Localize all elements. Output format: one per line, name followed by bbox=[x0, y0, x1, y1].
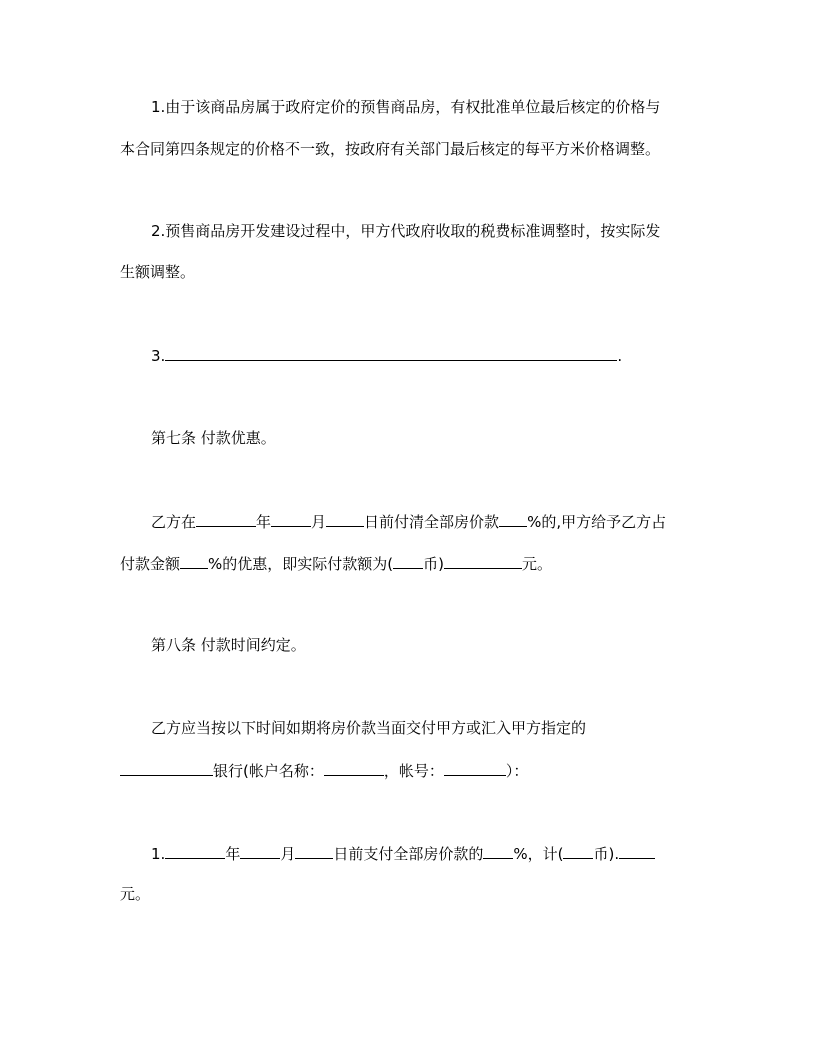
text-segment: ，帐号： bbox=[383, 762, 444, 780]
text-segment: %的,甲方给予乙方占 bbox=[527, 513, 667, 531]
clause-3-blank[interactable] bbox=[165, 345, 617, 361]
bank-name-blank[interactable] bbox=[120, 760, 213, 776]
payment-item-1-line-2: 元。 bbox=[120, 885, 151, 903]
clause-2-line-2: 生额调整。 bbox=[120, 263, 196, 281]
year-blank[interactable] bbox=[196, 511, 256, 527]
text-segment: ）： bbox=[505, 762, 529, 780]
text-segment: 银行(帐户名称： bbox=[213, 762, 324, 780]
clause-3-period: . bbox=[617, 347, 623, 365]
text-segment: 月 bbox=[311, 513, 327, 531]
article-7-line-1 bbox=[151, 511, 666, 532]
item-percent-blank[interactable] bbox=[483, 843, 513, 859]
clause-3-number: 3. bbox=[151, 347, 166, 365]
payment-item-1-line-1 bbox=[151, 843, 655, 864]
text-segment: 年 bbox=[256, 513, 272, 531]
account-number-blank[interactable] bbox=[444, 760, 506, 776]
clause-3-line bbox=[151, 345, 622, 366]
account-name-blank[interactable] bbox=[324, 760, 384, 776]
clause-1-line-1: 1.由于该商品房属于政府定价的预售商品房，有权批准单位最后核定的价格与 bbox=[151, 98, 661, 116]
currency-blank[interactable] bbox=[393, 553, 423, 569]
clause-2-line-1: 2.预售商品房开发建设过程中，甲方代政府收取的税费标准调整时，按实际发 bbox=[151, 222, 661, 240]
item-day-blank[interactable] bbox=[295, 843, 333, 859]
item-currency-blank[interactable] bbox=[563, 843, 593, 859]
text-segment: %的优惠，即实际付款额为( bbox=[208, 555, 394, 573]
item-amount-blank[interactable] bbox=[619, 843, 655, 859]
text-segment: 月 bbox=[280, 845, 296, 863]
percent-blank[interactable] bbox=[499, 511, 527, 527]
text-segment: 元。 bbox=[521, 555, 552, 573]
amount-blank[interactable] bbox=[444, 553, 522, 569]
article-8-line-2 bbox=[120, 760, 528, 781]
text-segment: 年 bbox=[225, 845, 241, 863]
text-segment: 付款金额 bbox=[120, 555, 181, 573]
article-7-title: 第七条 付款优惠。 bbox=[151, 429, 276, 447]
article-7-line-2 bbox=[120, 553, 552, 574]
text-segment: %，计( bbox=[513, 845, 564, 863]
text-segment: 币) bbox=[423, 555, 444, 573]
text-segment: 日前付清全部房价款 bbox=[364, 513, 500, 531]
discount-percent-blank[interactable] bbox=[180, 553, 208, 569]
text-segment: 日前支付全部房价款的 bbox=[333, 845, 484, 863]
item-month-blank[interactable] bbox=[240, 843, 280, 859]
month-blank[interactable] bbox=[271, 511, 311, 527]
clause-1-line-2: 本合同第四条规定的价格不一致，按政府有关部门最后核定的每平方米价格调整。 bbox=[120, 140, 661, 158]
article-8-line-1: 乙方应当按以下时间如期将房价款当面交付甲方或汇入甲方指定的 bbox=[151, 719, 587, 737]
item-year-blank[interactable] bbox=[165, 843, 225, 859]
day-blank[interactable] bbox=[326, 511, 364, 527]
text-segment: 乙方在 bbox=[151, 513, 197, 531]
text-segment: 币). bbox=[593, 845, 620, 863]
article-8-title: 第八条 付款时间约定。 bbox=[151, 636, 306, 654]
text-segment: 1. bbox=[151, 845, 166, 863]
